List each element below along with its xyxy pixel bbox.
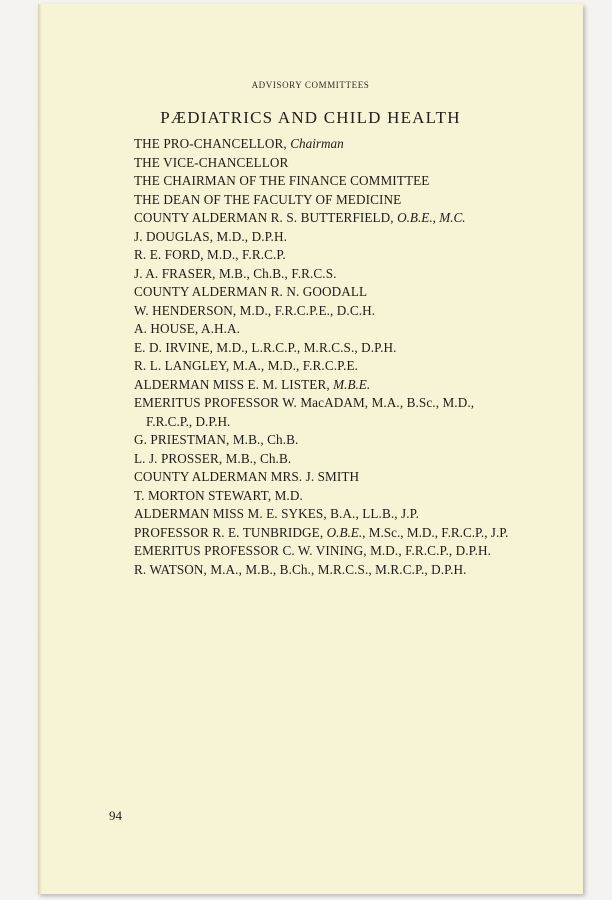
member-name: J. DOUGLAS, M.D., D.P.H. xyxy=(134,228,287,244)
member-name: THE DEAN OF THE FACULTY OF MEDICINE xyxy=(134,191,402,207)
member-name: T. MORTON STEWART, M.D. xyxy=(134,487,303,503)
committee-member xyxy=(134,283,554,302)
committee-member xyxy=(134,172,554,191)
member-name: EMERITUS PROFESSOR C. W. VINING, M.D., F.R.C.P., D.P.H. xyxy=(134,543,492,558)
member-name: R. E. FORD, M.D., F.R.C.P. xyxy=(134,247,286,262)
member-name: R. L. LANGLEY, M.A., M.D., F.R.C.P.E. xyxy=(134,358,359,373)
member-name: THE VICE-CHANCELLOR xyxy=(134,154,289,170)
member-name: G. PRIESTMAN, M.B., Ch.B. xyxy=(134,432,299,447)
member-name: PROFESSOR R. E. TUNBRIDGE, xyxy=(134,524,327,540)
page-number: 94 xyxy=(109,808,122,823)
member-name: W. HENDERSON, M.D., F.R.C.P.E., D.C.H. xyxy=(134,302,376,318)
committee-member xyxy=(134,246,554,265)
member-name: THE PRO-CHANCELLOR, xyxy=(134,136,291,151)
committee-member xyxy=(134,561,554,580)
committee-member xyxy=(134,376,554,395)
committee-member xyxy=(134,265,554,284)
member-qualifications: M.Sc., M.D., F.R.C.P., J.P. xyxy=(365,524,509,540)
committee-member xyxy=(134,302,554,321)
committee-member xyxy=(134,135,554,154)
member-name: ALDERMAN MISS M. E. SYKES, B.A., LL.B., J.P. xyxy=(134,506,420,521)
committee-member xyxy=(134,431,554,450)
member-continuation-line: F.R.C.P., D.P.H. xyxy=(146,413,231,429)
committee-member xyxy=(134,357,554,376)
member-name: ALDERMAN MISS E. M. LISTER, xyxy=(134,376,334,392)
member-italic-suffix: O.B.E., M.C. xyxy=(397,210,466,225)
page-fold-shadow xyxy=(38,4,42,894)
committee-member xyxy=(134,209,554,228)
member-name: A. HOUSE, A.H.A. xyxy=(134,321,241,336)
committee-member xyxy=(134,450,554,469)
section-title: PÆDIATRICS AND CHILD HEALTH xyxy=(160,108,461,127)
committee-member xyxy=(134,228,554,247)
member-name: EMERITUS PROFESSOR W. MacADAM, M.A., B.Sc., M.D., xyxy=(134,395,475,410)
member-name: COUNTY ALDERMAN MRS. J. SMITH xyxy=(134,469,360,484)
committee-member xyxy=(134,191,554,210)
committee-member xyxy=(134,542,554,561)
committee-member xyxy=(134,468,554,487)
member-name: E. D. IRVINE, M.D., L.R.C.P., M.R.C.S., D.P.H. xyxy=(134,339,397,355)
committee-member xyxy=(134,339,554,358)
committee-member xyxy=(134,505,554,524)
committee-member xyxy=(134,524,554,543)
committee-member xyxy=(134,487,554,506)
member-italic-suffix: O.B.E., xyxy=(326,524,366,540)
running-head: ADVISORY COMMITTEES xyxy=(251,80,370,90)
member-name: L. J. PROSSER, M.B., Ch.B. xyxy=(134,450,292,466)
member-name: R. WATSON, M.A., M.B., B.Ch., M.R.C.S., M.R.C.P., D.P.H. xyxy=(134,561,467,577)
book-page xyxy=(38,4,583,894)
member-name: COUNTY ALDERMAN R. S. BUTTERFIELD, xyxy=(134,210,398,225)
member-name: COUNTY ALDERMAN R. N. GOODALL xyxy=(134,284,368,299)
member-name: J. A. FRASER, M.B., Ch.B., F.R.C.S. xyxy=(134,265,337,281)
member-italic-suffix: Chairman xyxy=(290,136,344,151)
committee-member-list xyxy=(134,135,554,579)
committee-member xyxy=(134,320,554,339)
committee-member xyxy=(134,154,554,173)
committee-member xyxy=(134,394,554,431)
member-name: THE CHAIRMAN OF THE FINANCE COMMITTEE xyxy=(134,173,430,188)
member-italic-suffix: M.B.E. xyxy=(333,376,371,392)
